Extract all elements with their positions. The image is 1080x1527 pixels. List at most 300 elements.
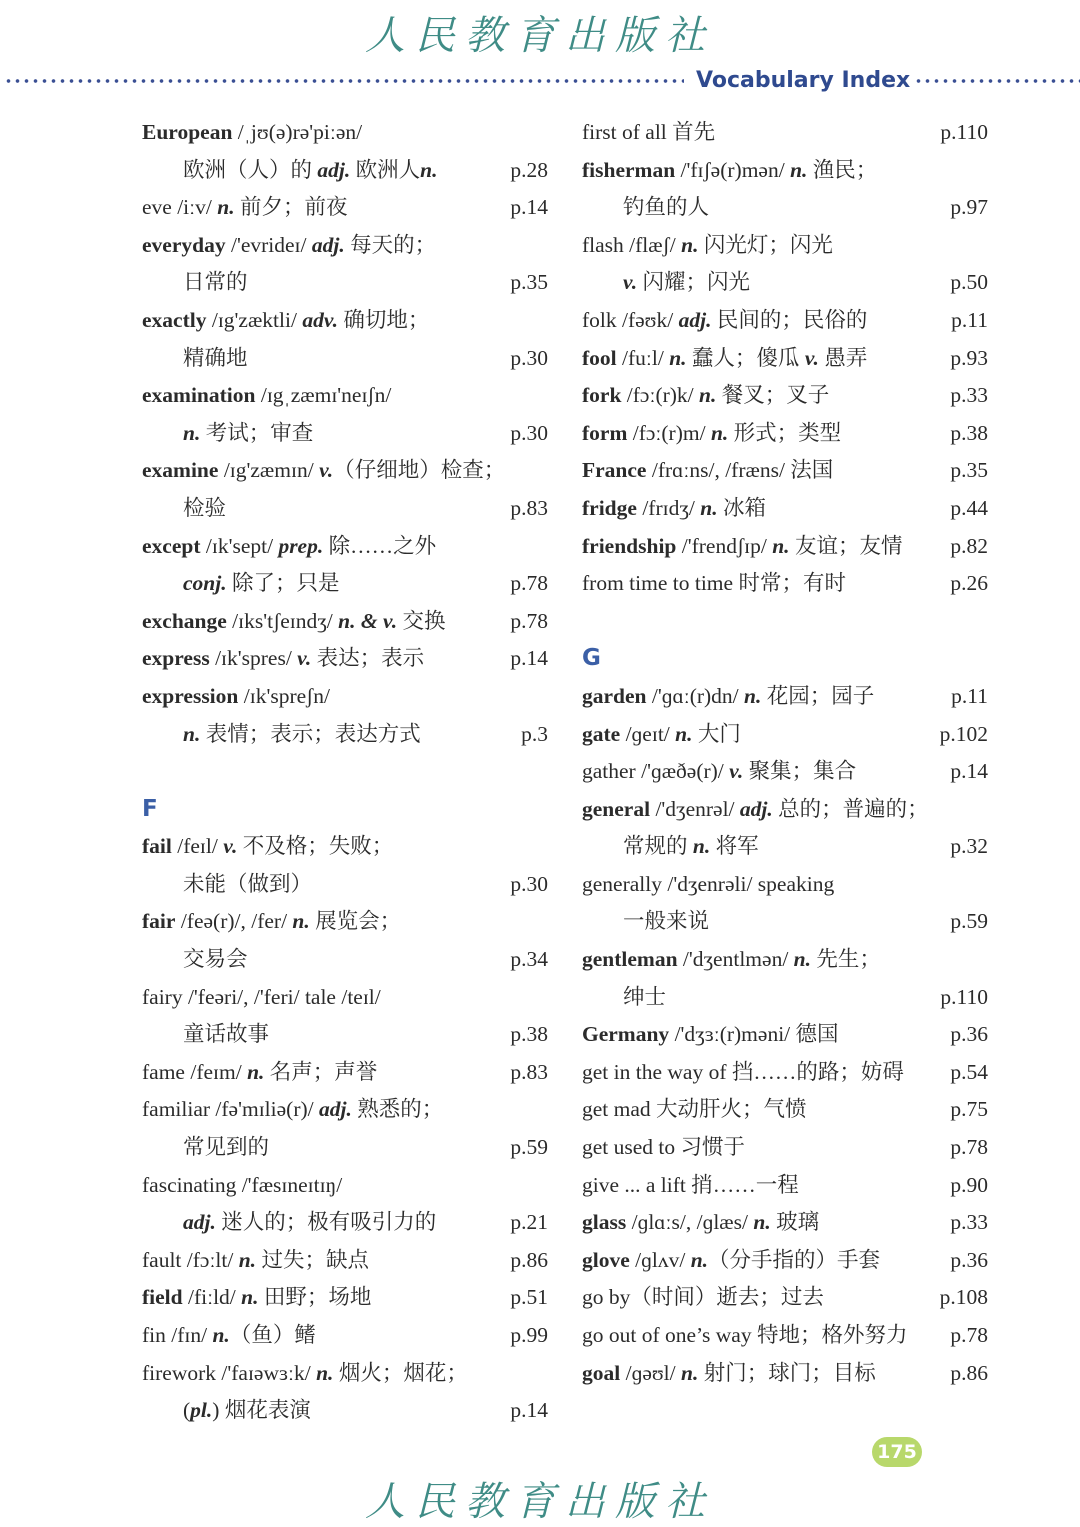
entry-continuation <box>142 264 548 302</box>
entry-text <box>142 603 445 641</box>
entry-detail: 检验 <box>183 495 227 520</box>
part-of-speech: n. <box>420 157 438 182</box>
page-reference: p.34 <box>510 947 548 972</box>
vocab-entry <box>142 1242 548 1280</box>
entry-continuation <box>142 866 548 904</box>
entry-text <box>582 528 902 566</box>
headword: express <box>142 646 210 671</box>
entry-detail: /frɪdʒ/ <box>636 495 701 520</box>
page-reference: p.59 <box>510 1135 548 1160</box>
entry-detail: /fuːl/ <box>616 345 670 370</box>
part-of-speech: n. <box>217 195 235 220</box>
entry-text <box>582 152 877 190</box>
headword: France <box>582 458 647 483</box>
page-reference: p.108 <box>939 1285 988 1310</box>
page-reference: p.35 <box>950 458 988 483</box>
entry-text <box>582 377 829 415</box>
dot-rule-right <box>914 78 1080 84</box>
page-reference: p.14 <box>950 759 988 784</box>
page-reference: p.54 <box>950 1059 988 1084</box>
entry-detail: 射门；球门；目标 <box>698 1360 876 1385</box>
vocab-entry <box>142 227 548 265</box>
entry-text <box>582 415 841 453</box>
entry-detail: 民间的；民俗的 <box>711 307 868 332</box>
vocab-entry <box>582 791 988 829</box>
entry-detail: /ɡəʊl/ <box>620 1360 681 1385</box>
entry-detail: first of all 首先 <box>582 120 716 144</box>
vocab-entry <box>582 1355 988 1393</box>
vocab-entry <box>582 1054 988 1092</box>
headword: exactly <box>142 307 207 332</box>
vocab-entry <box>142 189 548 227</box>
entry-text <box>623 903 709 941</box>
headword: goal <box>582 1360 621 1385</box>
entry-text <box>582 302 867 340</box>
entry-detail: /feə(r)/, /fer/ <box>175 909 293 934</box>
entry-detail: 除……之外 <box>323 533 437 558</box>
entry-detail: 友谊；友情 <box>789 533 903 558</box>
vocab-entry <box>582 114 988 152</box>
page-reference: p.86 <box>510 1247 548 1272</box>
entry-text <box>582 1091 807 1129</box>
vocab-entry <box>142 1091 548 1129</box>
vocab-entry <box>582 1279 988 1317</box>
entry-text <box>582 1317 907 1355</box>
entry-detail: /frɑːns/, /fræns/ 法国 <box>646 458 834 483</box>
headword: expression <box>142 683 239 708</box>
part-of-speech: v. <box>319 458 334 483</box>
headword: friendship <box>582 533 677 558</box>
dot-rule-left <box>4 78 684 84</box>
entry-detail: 一般来说 <box>623 909 710 934</box>
entry-detail: 花园；园子 <box>761 683 875 708</box>
entry-detail: 常见到的 <box>183 1135 270 1160</box>
index-column-right <box>582 114 988 1392</box>
headword: general <box>582 796 651 821</box>
page-reference: p.11 <box>951 307 988 332</box>
vocab-entry <box>582 452 988 490</box>
part-of-speech: n. <box>699 383 717 408</box>
vocab-entry <box>582 415 988 453</box>
vocab-entry <box>582 716 988 754</box>
vocab-entry <box>142 1054 548 1092</box>
entry-continuation <box>142 716 548 754</box>
entry-detail: 先生； <box>811 947 881 972</box>
entry-detail: 冰箱 <box>717 495 766 520</box>
entry-detail: （仔细地）检查； <box>333 458 506 483</box>
entry-continuation <box>142 152 548 190</box>
index-column-left <box>142 114 548 1430</box>
entry-detail: /'dʒenrəl/ <box>650 796 740 821</box>
entry-detail: fame /feɪm/ <box>142 1059 248 1084</box>
entry-detail: 欧洲（人）的 <box>183 157 318 182</box>
publisher-seal-top: 人民教育出版社 <box>365 13 715 59</box>
entry-text <box>582 1355 876 1393</box>
vocab-entry <box>582 340 988 378</box>
page-reference: p.93 <box>950 345 988 370</box>
vocab-entry <box>142 114 548 152</box>
entry-text <box>582 227 833 265</box>
page-reference: p.28 <box>510 157 548 182</box>
vocab-entry <box>582 1091 988 1129</box>
entry-text <box>582 716 741 754</box>
part-of-speech: adj. <box>183 1210 216 1235</box>
entry-text <box>582 866 834 904</box>
headword: glass <box>582 1210 627 1235</box>
entry-text <box>183 1392 311 1430</box>
entry-text <box>142 1242 369 1280</box>
entry-text <box>142 302 429 340</box>
entry-detail: 考试；审查 <box>200 420 314 445</box>
entry-detail: 将军 <box>710 834 759 859</box>
headword: fisherman <box>582 157 676 182</box>
entry-text <box>582 941 881 979</box>
entry-detail: 前夕；前夜 <box>234 195 348 220</box>
page-reference: p.82 <box>950 533 988 558</box>
entry-detail: 不及格；失败； <box>237 834 394 859</box>
entry-text <box>582 791 929 829</box>
entry-text <box>183 264 248 302</box>
vocab-entry <box>142 828 548 866</box>
headword: except <box>142 533 201 558</box>
entry-detail: get used to 习惯于 <box>582 1135 746 1160</box>
entry-detail: 渔民； <box>807 157 878 182</box>
entry-detail: 玻璃 <box>770 1210 820 1235</box>
page-reference: p.35 <box>510 270 548 295</box>
letter-heading <box>582 640 988 678</box>
entry-continuation <box>142 565 548 603</box>
entry-detail: /ɪg'zæktli/ <box>206 307 303 332</box>
page-reference: p.75 <box>950 1097 988 1122</box>
part-of-speech: n. <box>753 1210 771 1235</box>
page-reference: p.78 <box>950 1135 988 1160</box>
entry-continuation <box>142 1016 548 1054</box>
entry-detail: fault /fɔːlt/ <box>142 1247 239 1272</box>
letter-heading <box>142 791 548 829</box>
spacer <box>582 603 988 641</box>
page-reference: p.11 <box>951 683 988 708</box>
entry-text <box>183 1204 436 1242</box>
entry-detail: ) 烟花表演 <box>212 1398 311 1423</box>
entry-text <box>142 678 330 716</box>
entry-detail: 愚弄 <box>818 345 868 370</box>
entry-detail: 交易会 <box>183 947 248 972</box>
entry-detail: 表情；表示；表达方式 <box>200 721 421 746</box>
entry-detail: /ɡeɪt/ <box>620 721 676 746</box>
headword: examine <box>142 458 219 483</box>
entry-detail: 烟火；烟花； <box>333 1360 468 1385</box>
entry-detail: 闪耀；闪光 <box>637 270 751 295</box>
part-of-speech: n. <box>690 1247 709 1272</box>
page-reference: p.33 <box>950 1210 988 1235</box>
headword: Germany <box>582 1022 670 1047</box>
entry-continuation <box>142 1392 548 1430</box>
entry-detail: 欧洲人 <box>350 157 421 182</box>
page-reference: p.30 <box>510 420 548 445</box>
part-of-speech: pl. <box>190 1398 213 1423</box>
entry-continuation <box>142 415 548 453</box>
entry-detail: 名声；声誉 <box>264 1059 378 1084</box>
vocab-entry <box>142 1167 548 1205</box>
page-reference: p.14 <box>510 1398 548 1423</box>
vocab-entry <box>142 377 548 415</box>
page-reference: p.78 <box>510 571 548 596</box>
page-reference: p.83 <box>510 495 548 520</box>
headword: examination <box>142 383 256 408</box>
entry-detail: 迷人的；极有吸引力的 <box>215 1210 437 1235</box>
entry-detail: 总的；普遍的； <box>772 796 929 821</box>
headword: fail <box>142 834 172 859</box>
part-of-speech: adj. <box>678 307 712 332</box>
entry-continuation <box>582 264 988 302</box>
entry-detail: 未能（做到） <box>183 871 313 896</box>
entry-text <box>582 1167 799 1205</box>
vocab-entry <box>582 377 988 415</box>
headword: gentleman <box>582 947 678 972</box>
headword: fool <box>582 345 617 370</box>
page-reference: p.78 <box>950 1323 988 1347</box>
entry-text <box>142 1167 342 1205</box>
entry-detail: 童话故事 <box>183 1022 270 1047</box>
entry-continuation <box>142 1129 548 1167</box>
entry-text <box>623 189 709 227</box>
entry-text <box>623 828 759 866</box>
entry-detail: /fiːld/ <box>182 1285 242 1310</box>
part-of-speech: adv. <box>302 307 338 332</box>
page-reference: p.50 <box>950 270 988 295</box>
part-of-speech: n. <box>744 683 762 708</box>
entry-detail: /feɪl/ <box>171 834 224 859</box>
entry-detail: /ɡlɑːs/, /ɡlæs/ <box>626 1210 754 1235</box>
headword: glove <box>582 1247 630 1272</box>
page-reference: p.83 <box>510 1059 548 1084</box>
entry-text <box>142 452 505 490</box>
page-reference: p.30 <box>510 345 548 370</box>
entry-detail: 每天的； <box>344 232 437 257</box>
part-of-speech: v. <box>804 345 819 370</box>
entry-detail: 展览会； <box>309 909 402 934</box>
part-of-speech: n. <box>790 157 808 182</box>
entry-detail: （鱼）鳍 <box>229 1323 316 1347</box>
part-of-speech: n. <box>238 1247 257 1272</box>
entry-detail: /ɪks'tʃeɪndʒ/ <box>226 608 339 633</box>
page-reference: p.51 <box>510 1285 548 1310</box>
entry-detail: 除了；只是 <box>226 571 340 596</box>
entry-detail: 精确地 <box>183 345 248 370</box>
entry-detail: get in the way of 挡……的路；妨碍 <box>582 1059 904 1084</box>
publisher-seal-bottom: 人民教育出版社 <box>365 1479 715 1525</box>
part-of-speech: n. <box>183 420 201 445</box>
page-reference: p.59 <box>950 909 988 934</box>
entry-detail: /'frendʃɪp/ <box>676 533 773 558</box>
entry-detail: /ɪg'zæmɪn/ <box>218 458 320 483</box>
entry-detail: 大门 <box>692 721 741 746</box>
vocab-entry <box>142 603 548 641</box>
letter-heading-text: F <box>142 795 158 822</box>
page-reference: p.99 <box>510 1323 548 1347</box>
entry-text <box>142 1279 371 1317</box>
page-reference: p.97 <box>950 195 988 220</box>
page-reference: p.3 <box>521 721 548 746</box>
entry-detail: /'evrideɪ/ <box>225 232 312 257</box>
part-of-speech: n. <box>793 947 812 972</box>
part-of-speech: v. <box>223 834 238 859</box>
section-title: Vocabulary Index <box>696 68 911 93</box>
entry-text <box>142 227 436 265</box>
part-of-speech: adj. <box>739 796 773 821</box>
page-reference: p.102 <box>939 721 988 746</box>
entry-detail: 交换 <box>397 608 446 633</box>
vocab-entry <box>582 152 988 190</box>
part-of-speech: n. <box>675 721 693 746</box>
entry-detail: （分手指的）手套 <box>708 1247 881 1272</box>
entry-detail: 餐叉；叉子 <box>716 383 830 408</box>
entry-detail: 表达；表示 <box>311 646 425 671</box>
page-reference: p.78 <box>510 608 548 633</box>
vocab-entry <box>582 866 988 904</box>
vocab-entry <box>142 903 548 941</box>
vocab-entry <box>582 1204 988 1242</box>
page-reference: p.44 <box>950 495 988 520</box>
part-of-speech: n. <box>710 420 729 445</box>
entry-text <box>582 1016 839 1054</box>
page-reference: p.110 <box>940 120 988 144</box>
entry-detail: 熟悉的； <box>351 1097 444 1122</box>
entry-text <box>183 415 313 453</box>
entry-detail: 闪光灯；闪光 <box>698 232 833 257</box>
part-of-speech: n. <box>241 1285 259 1310</box>
entry-detail: 蠢人；傻瓜 <box>686 345 805 370</box>
entry-detail: fascinating /'fæsɪneɪtɪŋ/ <box>142 1172 343 1197</box>
entry-detail: generally /'dʒenrəli/ speaking <box>582 871 835 896</box>
entry-detail: /ɪk'spres/ <box>209 646 298 671</box>
part-of-speech: n. <box>669 345 687 370</box>
entry-text <box>142 1091 443 1129</box>
vocab-entry <box>582 490 988 528</box>
entry-text <box>183 340 248 378</box>
entry-detail: /'ɡɑː(r)dn/ <box>646 683 745 708</box>
entry-text <box>582 678 874 716</box>
entry-text <box>582 565 846 603</box>
entry-detail: 形式；类型 <box>728 420 842 445</box>
entry-continuation <box>142 1204 548 1242</box>
entry-text <box>623 264 750 302</box>
part-of-speech: v. <box>729 759 744 784</box>
entry-detail: firework /'faɪəwɜːk/ <box>142 1360 317 1385</box>
headword: fridge <box>582 495 637 520</box>
vocab-entry <box>142 1279 548 1317</box>
entry-text <box>183 716 421 754</box>
part-of-speech: n. <box>247 1059 265 1084</box>
entry-text <box>142 640 424 678</box>
vocab-entry <box>582 302 988 340</box>
entry-detail: 常规的 <box>623 834 693 859</box>
vocab-entry <box>142 528 548 566</box>
page-reference: p.38 <box>510 1022 548 1047</box>
headword: form <box>582 420 628 445</box>
entry-continuation <box>142 941 548 979</box>
entry-text <box>183 152 437 190</box>
entry-detail: /ɪk'sept/ <box>200 533 279 558</box>
vocab-entry <box>142 1355 548 1393</box>
headword: European <box>142 120 233 144</box>
entry-detail: /fɔː(r)m/ <box>627 420 711 445</box>
entry-detail: 确切地； <box>337 307 430 332</box>
part-of-speech: n. <box>292 909 310 934</box>
entry-text <box>142 979 381 1017</box>
entry-text <box>582 1204 819 1242</box>
page-reference: p.14 <box>510 195 548 220</box>
page-reference: p.26 <box>950 571 988 596</box>
entry-text <box>582 1129 745 1167</box>
page-reference: p.14 <box>510 646 548 671</box>
entry-text <box>582 753 856 791</box>
entry-detail: 绅士 <box>623 984 667 1009</box>
entry-detail: fin /fɪn/ <box>142 1323 213 1347</box>
entry-detail: ( <box>183 1398 191 1423</box>
spacer <box>142 753 548 791</box>
vocab-entry <box>142 640 548 678</box>
letter-heading-text: G <box>582 645 601 672</box>
entry-continuation <box>142 340 548 378</box>
entry-detail: /ˌjʊ(ə)rə'piːən/ <box>232 120 363 144</box>
entry-detail: folk /fəʊk/ <box>582 307 679 332</box>
entry-detail: eve /iːv/ <box>142 195 218 220</box>
page-reference: p.21 <box>510 1210 548 1235</box>
entry-detail: /ɪgˌzæmɪ'neɪʃn/ <box>255 383 392 408</box>
entry-text <box>142 1054 377 1092</box>
section-header <box>0 66 1080 96</box>
page-reference: p.110 <box>940 984 988 1009</box>
headword: everyday <box>142 232 226 257</box>
entry-detail: get mad 大动肝火；气愤 <box>582 1097 807 1122</box>
entry-detail: go by（时间）逝去；过去 <box>582 1285 824 1310</box>
page-reference: p.86 <box>950 1360 988 1385</box>
page-reference: p.90 <box>950 1172 988 1197</box>
entry-text <box>183 565 340 603</box>
entry-text <box>183 866 312 904</box>
headword: fork <box>582 383 622 408</box>
part-of-speech: n. <box>700 495 718 520</box>
part-of-speech: n. <box>212 1323 230 1347</box>
entry-detail: /'dʒentlmən/ <box>677 947 794 972</box>
entry-continuation <box>142 490 548 528</box>
vocab-entry <box>582 1129 988 1167</box>
entry-text <box>183 490 226 528</box>
entry-text <box>183 941 248 979</box>
page-reference: p.36 <box>950 1022 988 1047</box>
vocab-entry <box>142 979 548 1017</box>
entry-detail: 日常的 <box>183 270 248 295</box>
part-of-speech: v. <box>297 646 312 671</box>
entry-text <box>183 1016 269 1054</box>
entry-detail: /'dʒɜː(r)məni/ 德国 <box>669 1022 839 1047</box>
headword: garden <box>582 683 647 708</box>
vocab-entry <box>582 227 988 265</box>
vocab-entry <box>582 1317 988 1355</box>
vocab-entry <box>582 1016 988 1054</box>
vocab-entry <box>582 1167 988 1205</box>
vocab-entry <box>582 941 988 979</box>
part-of-speech: adj. <box>317 157 351 182</box>
entry-text <box>582 490 766 528</box>
entry-detail: /'fɪʃə(r)mən/ <box>675 157 791 182</box>
page-reference: p.36 <box>950 1247 988 1272</box>
headword: field <box>142 1285 183 1310</box>
vocab-entry <box>582 753 988 791</box>
page-reference: p.33 <box>950 383 988 408</box>
part-of-speech: adj. <box>319 1097 352 1122</box>
